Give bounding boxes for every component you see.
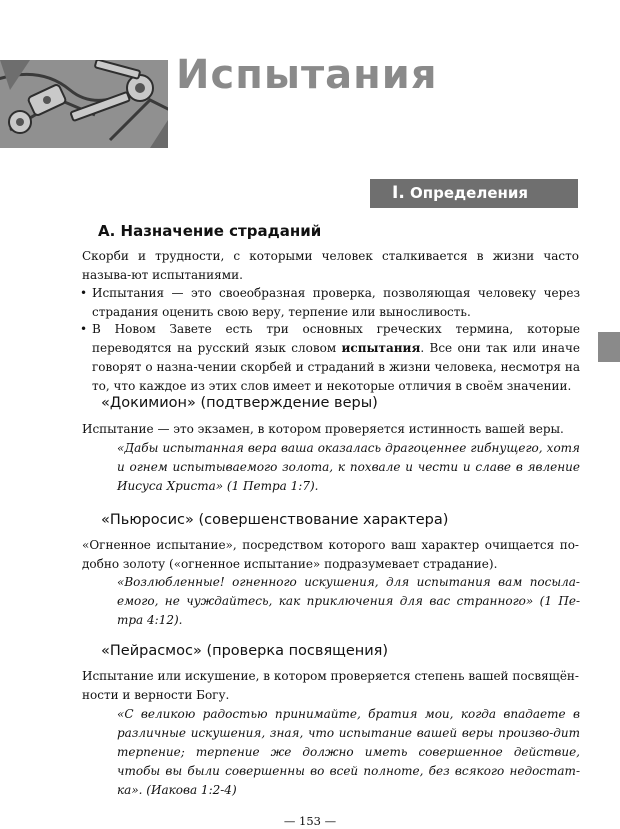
bullet-text-part: . Все они так или иначе говорят о назна-чении скорбей и страданий в жизни человека, несмотря на то, что каждое из этих слов имеет и некоторые отличия в своём значении.: [92, 341, 580, 393]
bullet-text-part: В Новом Завете есть три основных греческих термина, которые переводятся на русский язык словом: [92, 322, 580, 355]
section-title: Определения: [410, 184, 529, 202]
chapter-header-image: [0, 60, 168, 148]
term-heading: «Пьюросис» (совершенствование характера): [101, 512, 449, 528]
scripture-quote: «Дабы испытанная вера ваша оказалась драгоценнее гибнущего, хотя и огнем испытываемого золота, к похвале и чести и славе в явление Иисуса Христа» (1 Петра 1:7).: [117, 441, 580, 493]
page-number: — 153 —: [283, 814, 337, 828]
bullet-item: [80, 320, 580, 396]
intro-paragraph: Скорби и трудности, с которыми человек сталкивается в жизни часто называ-ют испытаниями.: [82, 249, 579, 282]
term-definition: «Огненное испытание», посредством которого ваш характер очищается по-добно золоту («огненное испытание» подразумевает страдание).: [82, 538, 579, 571]
bullet-marker: •: [80, 322, 88, 336]
bullet-item: [80, 284, 580, 322]
subsection-title: А. Назначение страданий: [98, 222, 322, 240]
scripture-quote: «С великою радостью принимайте, братия мои, когда впадаете в различные искушения, зная, что испытание вашей веры произво-дит терпение; терпение же должно иметь совершенное действие, чтобы вы были совершенны во всей полноте, без всякого недостат-ка». (Иакова 1:2-4): [117, 707, 580, 797]
bullet-marker: •: [80, 286, 88, 300]
scripture-quote: «Возлюбленные! огненного искушения, для испытания вам посыла-емого, не чуждайтесь, как приключения для вас странного» (1 Пе-тра 4:12).: [117, 575, 580, 627]
section-heading-bar: [370, 179, 578, 208]
section-number: I.: [392, 183, 405, 203]
term-heading: «Докимион» (подтверждение веры): [101, 395, 378, 411]
term-definition: Испытание — это экзамен, в котором проверяется истинность вашей веры.: [82, 422, 564, 436]
side-thumb-tab: [598, 332, 620, 362]
term-heading: «Пейрасмос» (проверка посвящения): [101, 643, 389, 659]
chapter-title: Испытания: [176, 52, 438, 98]
bullet-text: [92, 320, 580, 396]
bullet-text: Испытания — это своеобразная проверка, позволяющая человеку через страдания оценить свою веру, терпение или выносливость.: [92, 286, 580, 319]
term-definition: Испытание или искушение, в котором проверяется степень вашей посвящён-ности и верности Богу.: [82, 669, 579, 702]
bullet-bold-term: испытания: [341, 341, 421, 355]
keys-illustration-icon: [0, 60, 168, 148]
